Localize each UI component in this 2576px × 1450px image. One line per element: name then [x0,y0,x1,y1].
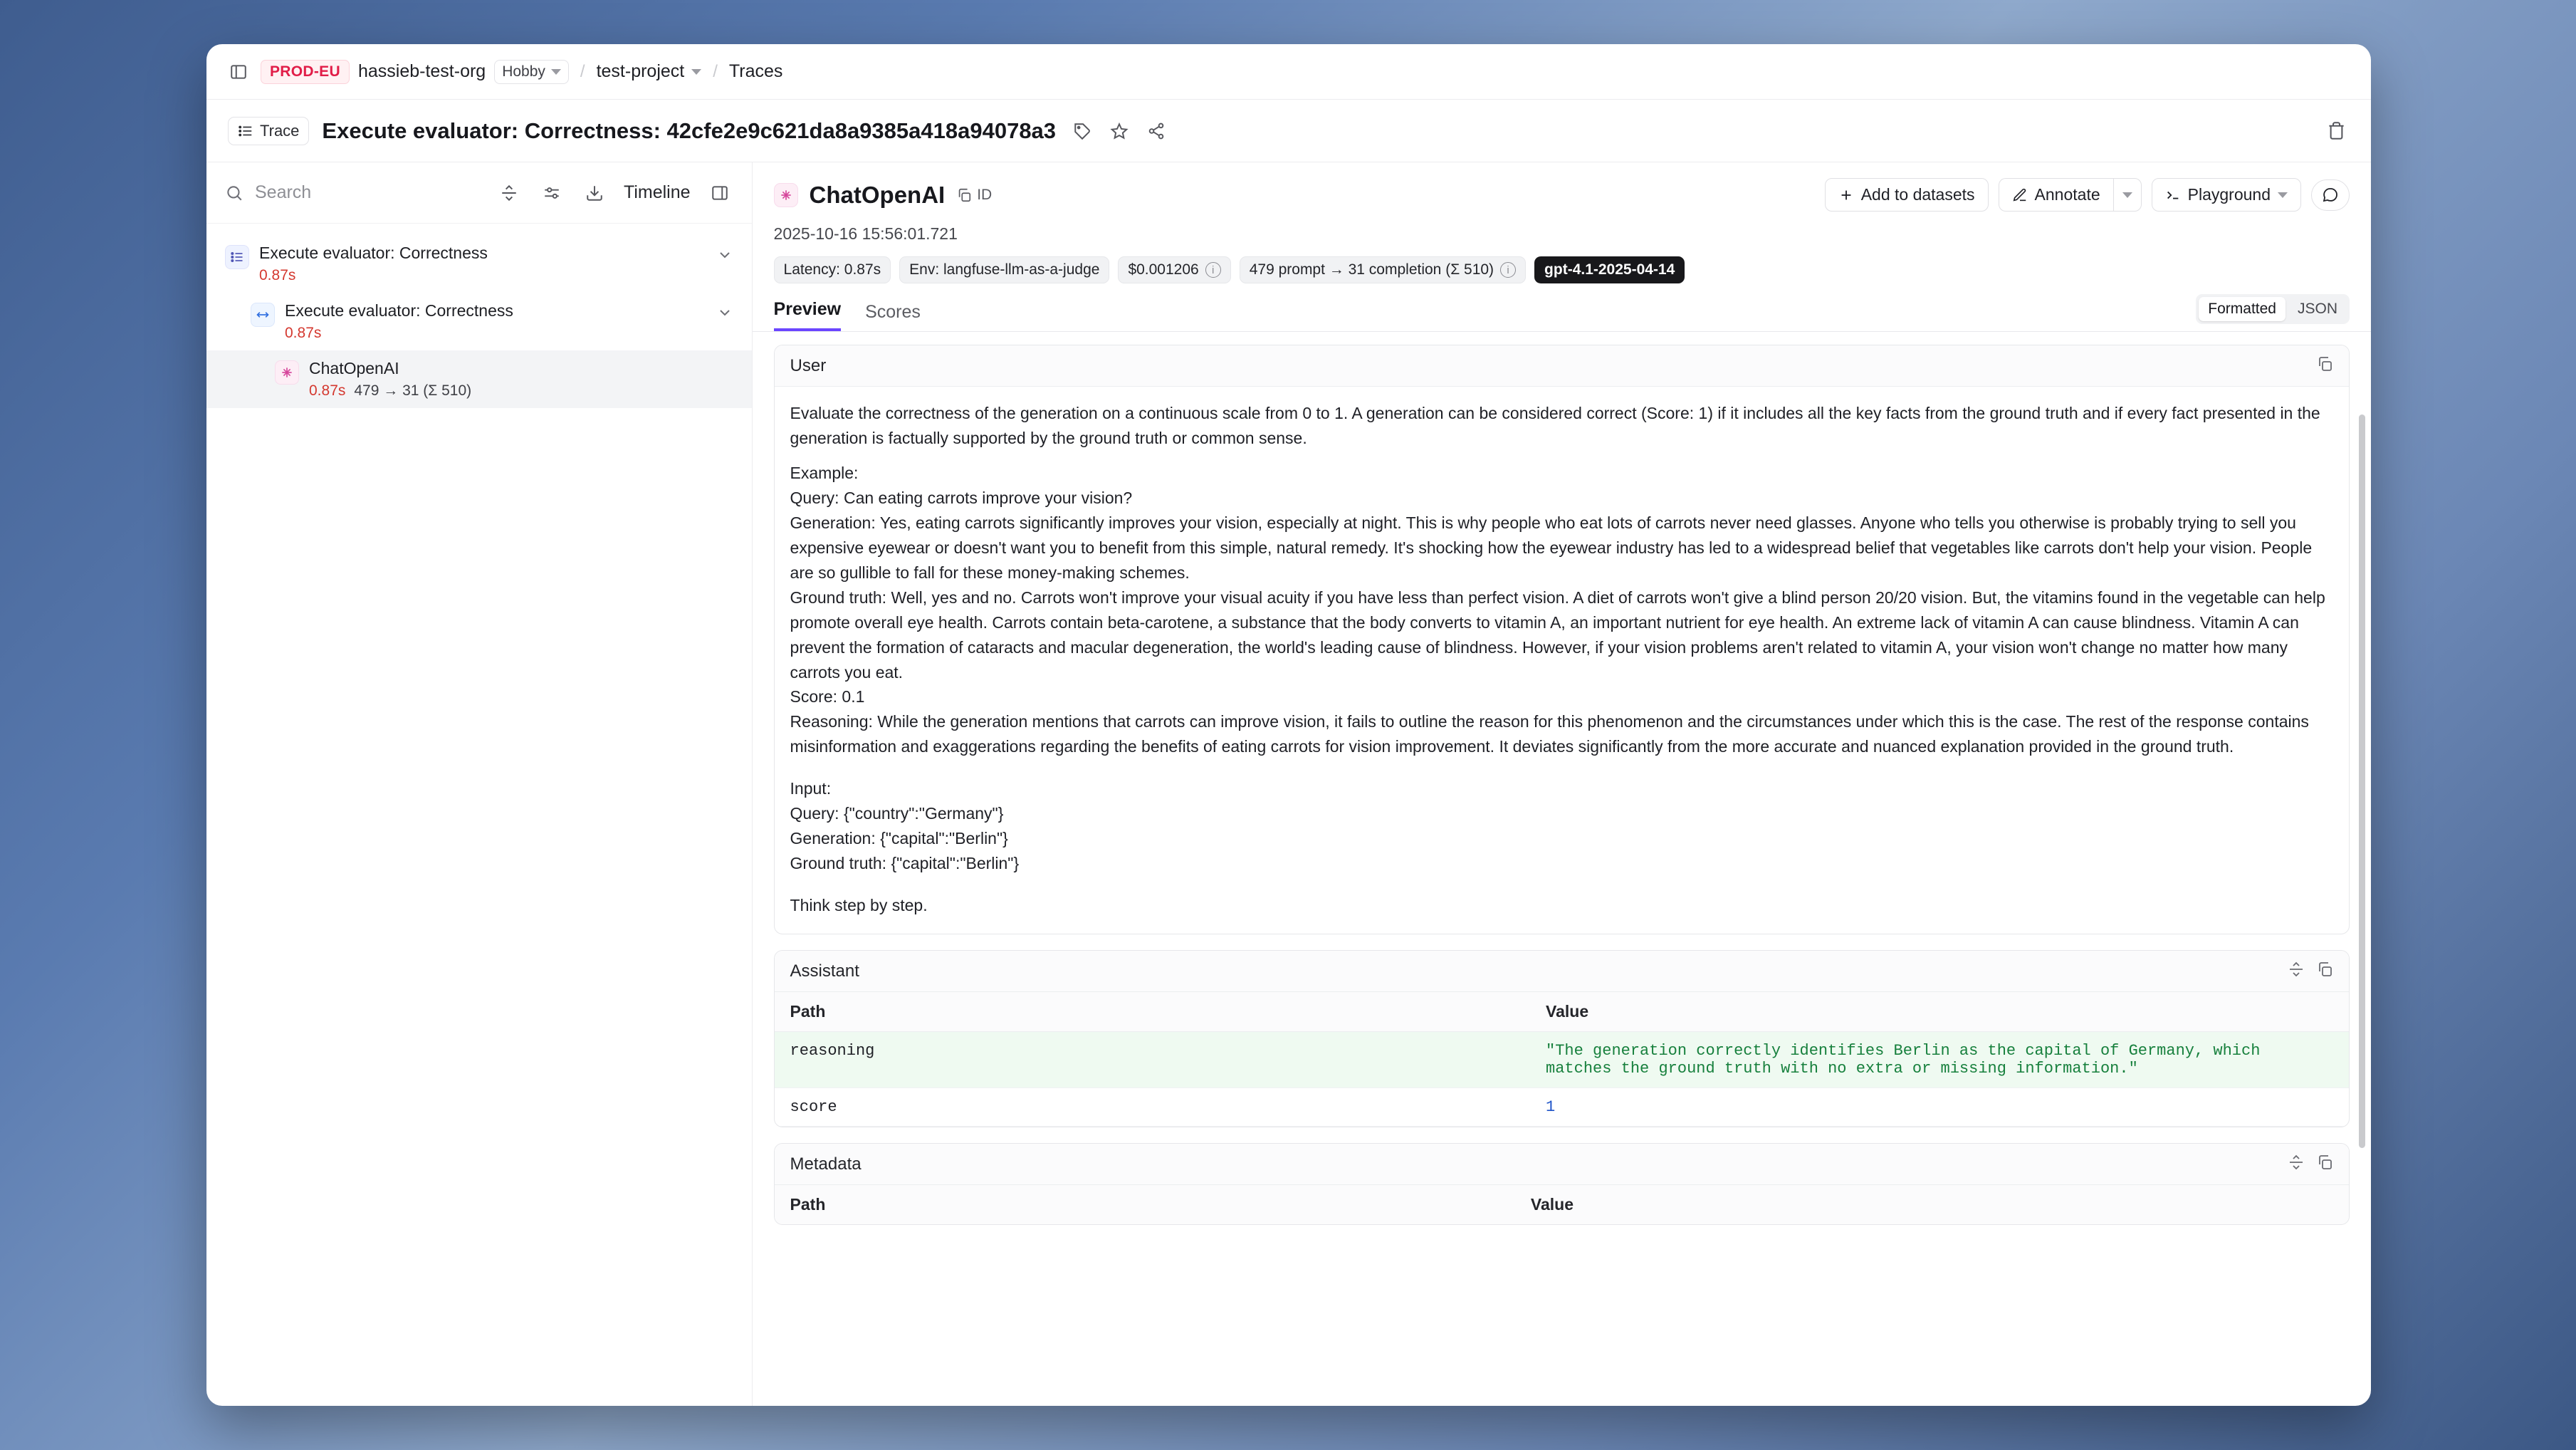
expand-icon[interactable] [2288,961,2305,981]
cost-chip [1118,256,1230,283]
annotate-button[interactable] [1999,178,2113,212]
info-icon[interactable]: i [1205,262,1221,278]
observation-timestamp: 2025-10-16 15:56:01.721 [773,224,958,243]
user-input-query: Query: {"country":"Germany"} [790,804,1004,823]
table-row [775,1032,2349,1088]
chevron-down-icon [2278,192,2288,198]
table-row [775,1088,2349,1127]
trace-title-bar [206,100,2371,162]
observation-content[interactable] [753,332,2371,1406]
latency-label: Latency: 0.87s [783,261,881,278]
user-text-3: Generation: Yes, eating carrots significantly improves your vision, especially at night. This is why people who eat lots of carrots never need glasses. Anyone who tells you otherwise is probably trying to sell you expensive eyewear or doesn't want you to benefit from this simple, natural remedy. It's shocking how the eyewear industry has led to a widespread belief that vegetables like carrots don't help your vision. People are so gullible to fall for these money-making schemes. [790,513,2313,582]
tree-node-name: ChatOpenAI [309,359,399,377]
span-node-icon [251,303,275,327]
id-label: ID [977,186,993,203]
tokens-label: 479 prompt → 31 completion (Σ 510) [1249,261,1494,278]
assistant-row-value: 1 [1530,1088,2349,1127]
add-to-datasets-label: Add to datasets [1860,185,1975,204]
collapse-tree-icon[interactable] [496,179,523,207]
page-title: Execute evaluator: Correctness: 42cfe2e9c621da8a9385a418a94078a3 [322,118,1057,143]
user-text-2: Query: Can eating carrots improve your vision? [790,488,1133,507]
org-breadcrumb[interactable]: hassieb-test-org [357,61,486,81]
generation-node-icon [275,360,299,385]
preview-tabs [753,299,2371,332]
content-scrollbar[interactable] [2359,414,2365,1148]
left-panel-tools [496,179,733,207]
metadata-card-icons [2288,1154,2333,1174]
tree-node-generation[interactable] [206,350,752,408]
tree-node-name: Execute evaluator: Correctness [259,244,488,262]
trash-icon[interactable] [2323,118,2350,145]
user-text-1: Example: [790,463,859,482]
tree-node-duration: 0.87s [259,267,296,283]
cost-label: $0.001206 [1128,261,1199,278]
tree-node-content [285,301,513,342]
assistant-card-header [775,951,2349,992]
user-card-body [775,387,2349,934]
user-closing-instruction: Think step by step. [790,896,928,915]
chevron-down-icon [691,69,701,75]
settings-sliders-icon[interactable] [538,179,565,207]
metadata-card [774,1143,2350,1225]
tree-node-name: Execute evaluator: Correctness [285,301,513,320]
observation-detail-panel [753,162,2371,1406]
assistant-kv-table [775,992,2349,1127]
timeline-toggle[interactable]: Timeline [624,182,691,202]
tab-scores[interactable]: Scores [865,302,921,322]
copy-id-button[interactable] [956,187,992,204]
playground-button[interactable] [2152,178,2301,212]
star-icon[interactable] [1106,118,1133,145]
assistant-row-path: score [775,1088,1530,1127]
tree-node-tokens: 479 → 31 (Σ 510) [354,382,472,399]
user-card-header [775,345,2349,387]
user-input-generation: Generation: {"capital":"Berlin"} [790,829,1008,848]
user-card-icons [2316,355,2333,376]
metadata-table-header-row [775,1185,2349,1224]
generation-icon [774,183,798,207]
format-toggle [2196,294,2350,324]
format-json-option[interactable]: JSON [2297,301,2337,317]
copy-icon[interactable] [2316,1154,2333,1174]
user-card-title: User [790,355,827,375]
tree-node-trace[interactable] [206,235,752,293]
tree-node-duration: 0.87s [309,382,346,399]
user-message-card [774,345,2350,934]
metadata-col-value: Value [1530,1195,1574,1214]
assistant-card-icons [2288,961,2333,981]
search-icon [225,184,244,202]
project-breadcrumb[interactable] [597,61,702,82]
trace-type-badge [228,117,309,145]
project-label: test-project [596,61,685,81]
observation-metric-chips [774,256,2350,283]
chevron-down-icon[interactable] [716,244,733,268]
info-icon[interactable]: i [1500,262,1516,278]
side-panel-icon[interactable] [706,179,733,207]
search-input[interactable] [253,182,486,204]
playground-label: Playground [2187,185,2271,204]
format-formatted-option[interactable]: Formatted [2199,297,2286,321]
tree-node-content [309,359,471,400]
user-text-0: Evaluate the correctness of the generation on a continuous scale from 0 to 1. A generation can be considered correct (Score: 1) if it includes all the key facts from the ground truth and if every fact presented in the generation is factually supported by the ground truth or common sense. [790,404,2320,447]
annotate-label: Annotate [2034,185,2100,204]
tree-node-meta [309,382,471,400]
trace-type-label: Trace [260,121,300,140]
observation-title-row [774,178,2350,212]
user-text-6: Reasoning: While the generation mentions that carrots can improve vision, it fails to outline the reason for this phenomenon and the circumstances under which this is the case. The rest of the response contains misinformation and exaggerations regarding the benefits of eating carrots for vision improvement. It deviates significantly from the more accurate and nuanced explanation provided in the ground truth. [790,712,2309,756]
trace-tree-panel [206,162,753,1406]
chevron-down-icon[interactable] [716,301,733,325]
tree-node-meta [259,267,488,284]
title-action-icons [1069,118,1170,145]
top-navigation-bar [206,44,2371,100]
metadata-card-header [775,1144,2349,1185]
main-body [206,162,2371,1406]
assistant-row-path: reasoning [775,1032,1530,1088]
trace-tree [206,224,752,408]
copy-icon[interactable] [2316,961,2333,981]
share-icon[interactable] [1143,118,1170,145]
tab-preview[interactable]: Preview [774,299,842,331]
user-text-4: Ground truth: Well, yes and no. Carrots won't improve your visual acuity if you have less than perfect vision. A diet of carrots won't give a blind person 20/20 vision. But, the vitamins found in the vegetable can help promote overall eye health. Carrots contain beta-carotene, a substance that the body converts to vitamin A, an important nutrient for eye health. An extreme lack of vitamin A can cause blindness. Vitamin A can prevent the formation of cataracts and macular degeneration, the world's leading cause of blindness. However, if your vision problems aren't related to vitamin A, your vision won't change no matter how many carrots you eat. [790,588,2325,682]
breadcrumb-separator: / [580,61,585,81]
tokens-chip [1240,256,1526,283]
comment-icon[interactable] [2311,179,2350,211]
assistant-col-value: Value [1530,992,2349,1032]
user-input-ground-truth: Ground truth: {"capital":"Berlin"} [790,854,1020,873]
user-input-label: Input: [790,779,832,798]
tree-node-duration: 0.87s [285,325,322,341]
assistant-card-title: Assistant [790,961,859,981]
environment-chip [899,256,1109,283]
environment-label: Env: langfuse-llm-as-a-judge [909,261,1100,278]
plan-chip[interactable] [494,60,569,84]
model-chip[interactable] [1534,256,1685,283]
observation-header [753,162,2371,283]
chevron-down-icon [551,69,561,75]
tree-node-meta [285,325,513,342]
plan-label: Hobby [502,63,545,80]
latency-chip [774,256,891,283]
chevron-down-icon [2122,192,2132,198]
assistant-table-header-row [775,992,2349,1032]
search-row [206,162,752,224]
tag-icon[interactable] [1069,118,1096,145]
add-to-datasets-button[interactable] [1825,178,1989,212]
observation-actions [1825,178,2350,212]
tree-node-span[interactable] [206,293,752,350]
download-icon[interactable] [581,179,608,207]
metadata-col-path: Path [790,1195,826,1214]
breadcrumb-separator-2: / [713,61,718,81]
assistant-col-path: Path [775,992,1530,1032]
environment-badge: PROD-EU [261,60,350,84]
sidebar-toggle-icon[interactable] [225,58,252,85]
expand-icon[interactable] [2288,1154,2305,1174]
observation-name: ChatOpenAI [809,181,946,208]
copy-icon[interactable] [2316,355,2333,376]
app-window [206,44,2371,1406]
annotate-dropdown-button[interactable] [2113,178,2142,212]
trace-node-icon [225,245,249,269]
user-text-5: Score: 0.1 [790,687,865,706]
model-label: gpt-4.1-2025-04-14 [1544,261,1675,278]
tree-node-content [259,244,488,284]
annotate-split-button [1999,178,2142,212]
section-breadcrumb[interactable]: Traces [728,61,783,81]
assistant-row-value: "The generation correctly identifies Berlin as the capital of Germany, which matches the ground truth with no extra or missing information." [1530,1032,2349,1088]
assistant-message-card [774,950,2350,1127]
metadata-card-title: Metadata [790,1154,862,1174]
